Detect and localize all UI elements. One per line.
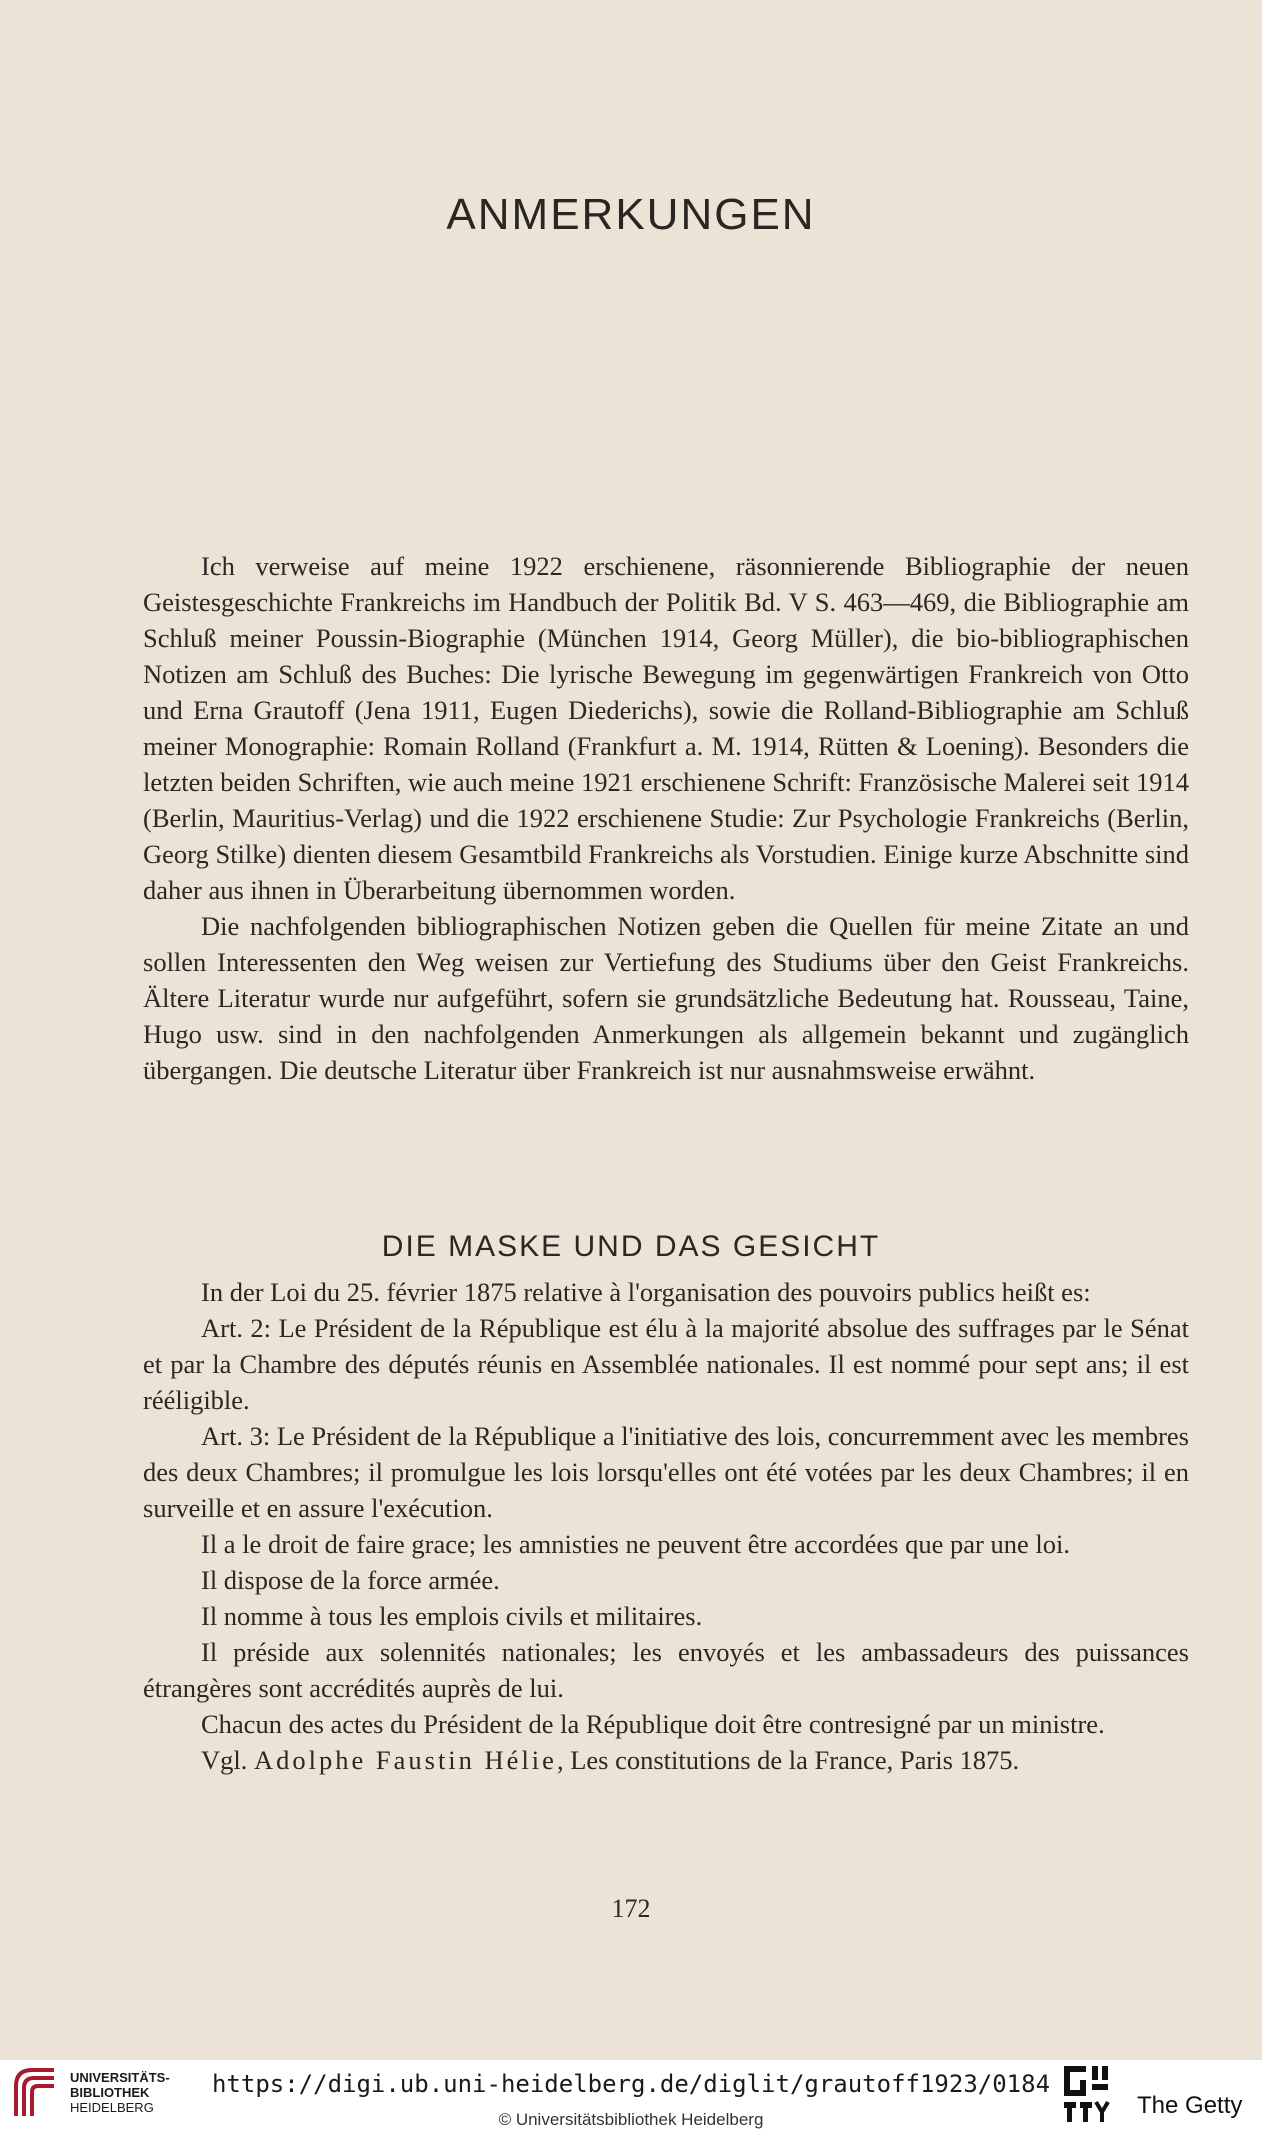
page-title: ANMERKUNGEN [446, 190, 816, 239]
section-paragraph-6: Il nomme à tous les emplois civils et militaires. [201, 1601, 703, 1631]
copyright-notice: © Universitätsbibliothek Heidelberg [498, 2110, 764, 2129]
library-line-3: HEIDELBERG [70, 2100, 154, 2115]
section-heading: DIE MASKE UND DAS GESICHT [381, 1230, 881, 1263]
citation [143, 1742, 1189, 1778]
intro-paragraph-1: Ich verweise auf meine 1922 erschienene, räsonnierende Bibliographie der neuen Geistesgeschichte Frankreichs im Handbuch der Politik Bd. V S. 463—469, die Bibliographie am Schluß meiner Poussin-Biographie (München 1914, Georg Müller), die bio-bibliographischen Notizen am Schluß des Buches: Die lyrische Bewegung im gegenwärtigen Frankreich von Otto und Erna Grautoff (Jena 1911, Eugen Diederichs), sowie die Rolland-Bibliographie am Schluß meiner Monographie: Romain Rolland (Frankfurt a. M. 1914, Rütten & Loening). Besonders die letzten beiden Schriften, wie auch meine 1921 erschienene Schrift: Französische Malerei seit 1914 (Berlin, Mauritius-Verlag) und die 1922 erschienene Studie: Zur Psychologie Frankreichs (Berlin, Georg Stilke) dienten diesem Gesamtbild Frankreichs als Vorstudien. Einige kurze Abschnitte sind daher aus ihnen in Überarbeitung übernommen worden. [143, 551, 1189, 905]
library-line-1: UNIVERSITÄTS- [70, 2070, 170, 2085]
intro-text [143, 548, 1189, 1088]
partner-name: The Getty [1137, 2092, 1243, 2119]
section-paragraph-3: Art. 3: Le Président de la République a l'initiative des lois, concurremment avec les membres des deux Chambres; il promulgue les lois lorsqu'elles ont été votées par les deux Chambres; il en surveille et en assure l'exécution. [143, 1421, 1189, 1523]
section-paragraph-1: In der Loi du 25. février 1875 relative à l'organisation des pouvoirs publics heißt es: [201, 1277, 1091, 1307]
getty-logo-icon [1062, 2064, 1112, 2124]
citation-author: Adolphe Faustin Hélie [254, 1745, 557, 1775]
section-paragraph-2: Art. 2: Le Président de la République est élu à la majorité absolue des suffrages par le Sénat et par la Chambre des députés réunis en Assemblée nationales. Il est nommé pour sept ans; il est rééligible. [143, 1313, 1189, 1415]
permalink-url[interactable]: https://digi.ub.uni-heidelberg.de/diglit/grautoff1923/0184 [211, 2070, 1051, 2098]
section-paragraph-4: Il a le droit de faire grace; les amnisties ne peuvent être accordées que par une loi. [201, 1529, 1070, 1559]
section-paragraph-7: Il préside aux solennités nationales; les envoyés et les ambassadeurs des puissances étrangères sont accrédités auprès de lui. [143, 1637, 1189, 1703]
citation-rest: , Les constitutions de la France, Paris 1875. [556, 1745, 1020, 1775]
library-line-2: BIBLIOTHEK [70, 2085, 150, 2100]
section-text [143, 1274, 1189, 1778]
page-number: 172 [611, 1894, 651, 1923]
citation-prefix: Vgl. [201, 1745, 248, 1775]
intro-paragraph-2: Die nachfolgenden bibliographischen Notizen geben die Quellen für meine Zitate an und sollen Interessenten den Weg weisen zur Vertiefung des Studiums über den Geist Frankreichs. Ältere Literatur wurde nur aufgeführt, sofern sie grundsätzliche Bedeutung hat. Rousseau, Taine, Hugo usw. sind in den nachfolgenden Anmerkungen als allgemein bekannt und zugänglich übergangen. Die deutsche Literatur über Frankreich ist nur ausnahmsweise erwähnt. [143, 911, 1189, 1085]
section-paragraph-5: Il dispose de la force armée. [201, 1565, 500, 1595]
section-paragraph-8: Chacun des actes du Président de la République doit être contresigné par un ministre. [201, 1709, 1105, 1739]
